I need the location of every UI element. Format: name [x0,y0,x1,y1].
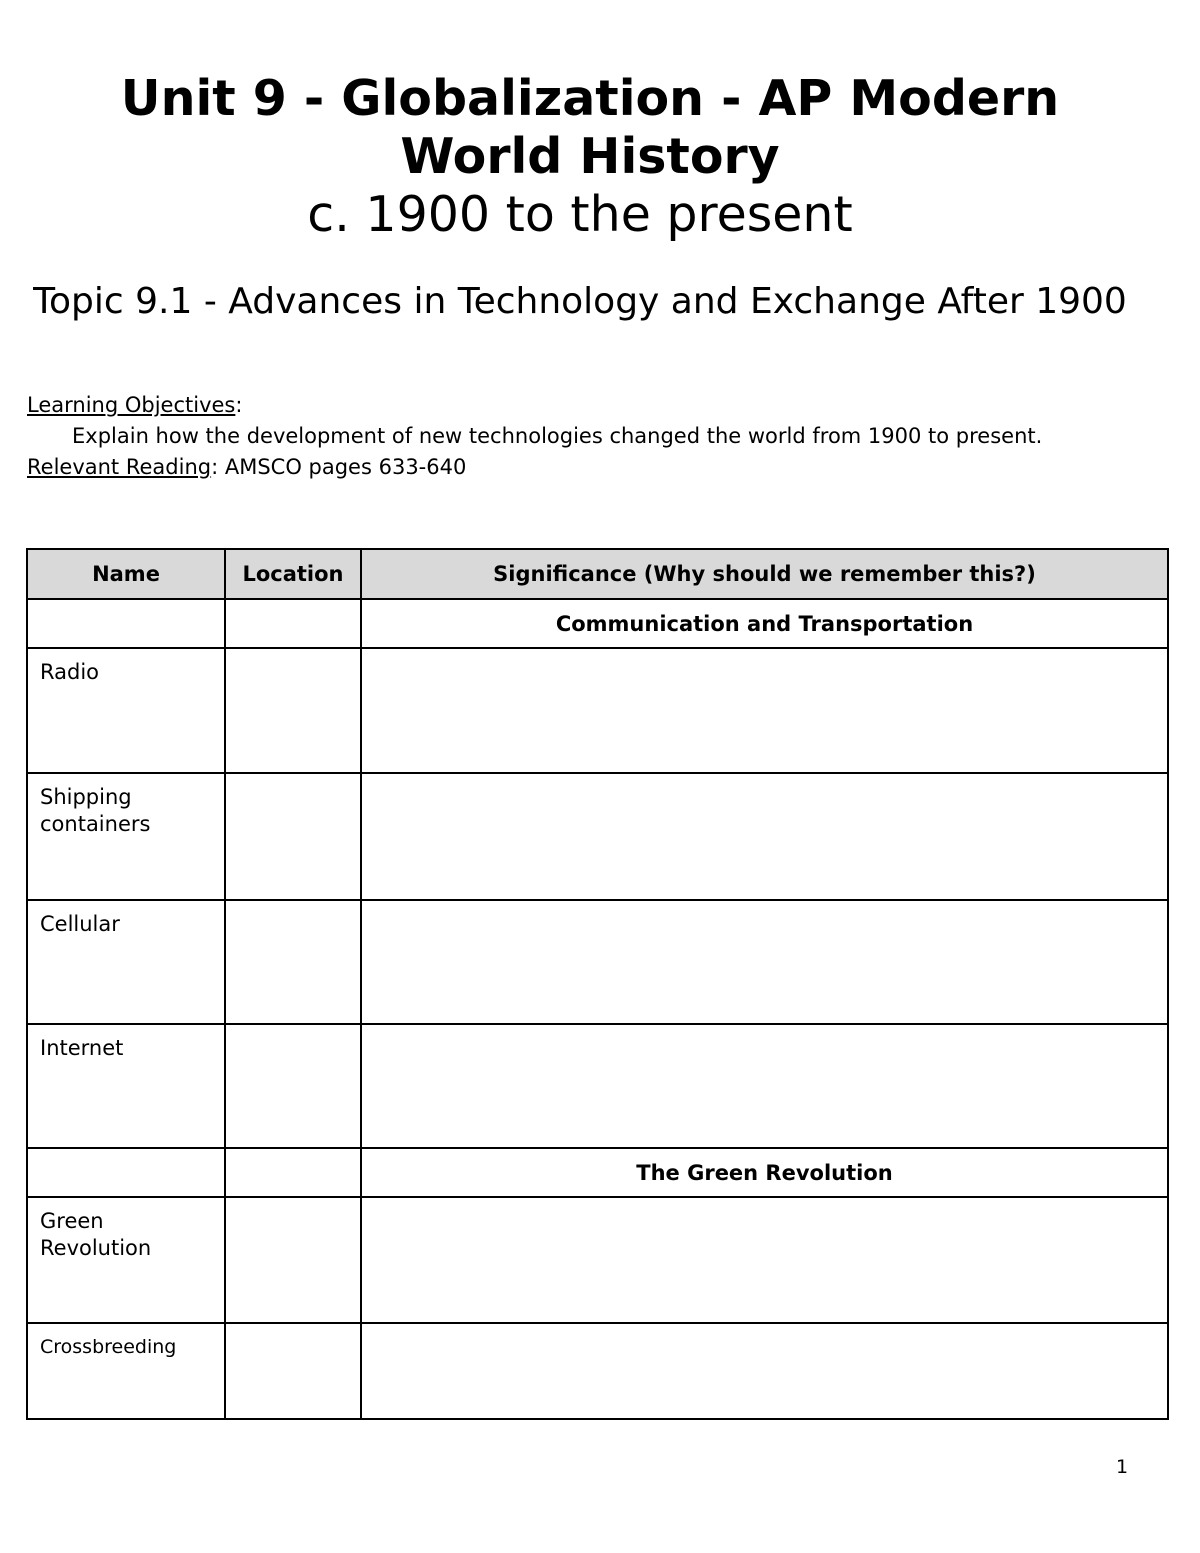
row-significance-cell[interactable] [361,1323,1168,1419]
section-location-cell [225,1148,361,1197]
row-name-cellular: Cellular [27,900,225,1024]
row-name-shipping-containers: Shipping containers [27,773,225,900]
row-location-cell[interactable] [225,900,361,1024]
title-block [0,70,1160,244]
table-row [27,773,1168,900]
section-row-communication [27,599,1168,648]
row-name-radio: Radio [27,648,225,773]
row-location-cell[interactable] [225,1323,361,1419]
section-label-communication: Communication and Transportation [361,599,1168,648]
table-row [27,1197,1168,1323]
section-name-cell [27,1148,225,1197]
row-location-cell[interactable] [225,773,361,900]
column-header-significance: Significance (Why should we remember this?) [361,549,1168,599]
column-header-location: Location [225,549,361,599]
learning-objectives-text: Explain how the development of new technologies changed the world from 1900 to present. [72,424,1043,448]
relevant-reading-text: AMSCO pages 633-640 [224,455,467,479]
row-significance-cell[interactable] [361,1024,1168,1148]
document-title: Unit 9 - Globalization - AP Modern World History [120,70,1060,185]
table-row [27,1323,1168,1419]
table-header-row [27,549,1168,599]
learning-objectives-line: Learning Objectives: [27,393,243,417]
row-location-cell[interactable] [225,1197,361,1323]
section-row-green-revolution [27,1148,1168,1197]
page-number: 1 [1116,1456,1129,1478]
document-subtitle: c. 1900 to the present [307,186,853,243]
row-significance-cell[interactable] [361,1197,1168,1323]
relevant-reading-line: Relevant Reading: AMSCO pages 633-640 [27,455,467,479]
section-name-cell [27,599,225,648]
row-name-green-revolution: Green Revolution [27,1197,225,1323]
column-header-name: Name [27,549,225,599]
notes-table [26,548,1169,1420]
section-location-cell [225,599,361,648]
row-location-cell[interactable] [225,648,361,773]
row-location-cell[interactable] [225,1024,361,1148]
table-row [27,900,1168,1024]
table-row [27,1024,1168,1148]
row-name-internet: Internet [27,1024,225,1148]
objectives-block [27,390,1167,483]
table-row [27,648,1168,773]
learning-objectives-label: Learning Objectives [27,393,236,417]
relevant-reading-label: Relevant Reading [27,455,212,479]
row-significance-cell[interactable] [361,900,1168,1024]
topic-heading: Topic 9.1 - Advances in Technology and Exchange After 1900 [33,281,1127,322]
row-significance-cell[interactable] [361,648,1168,773]
row-name-crossbreeding: Crossbreeding [27,1323,225,1419]
row-significance-cell[interactable] [361,773,1168,900]
section-label-green-revolution: The Green Revolution [361,1148,1168,1197]
